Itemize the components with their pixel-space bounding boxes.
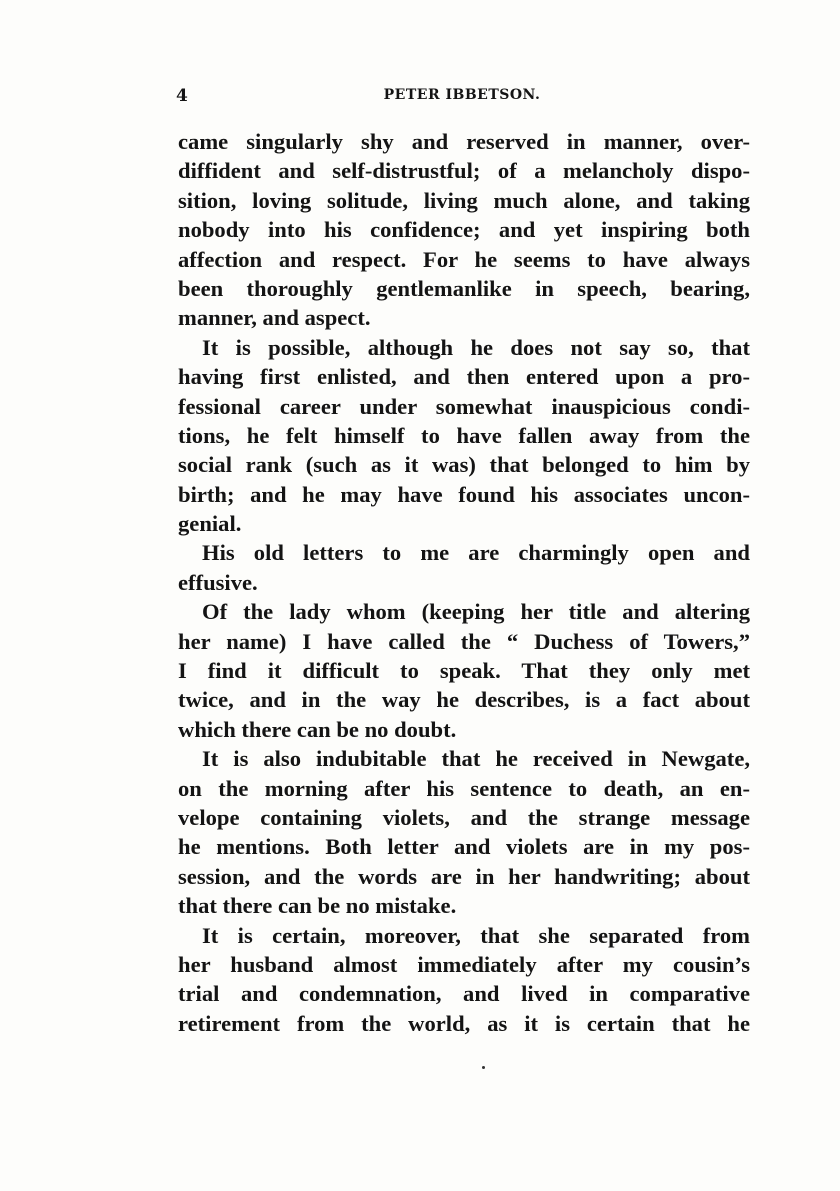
text-line: velope containing violets, and the strange message <box>178 804 750 830</box>
text-line: I find it difficult to speak. That they only met <box>178 658 750 684</box>
text-line: trial and condemnation, and lived in comparative <box>178 981 750 1007</box>
text-line: which there can be no doubt. <box>178 716 457 742</box>
text-line: sition, loving solitude, living much alone, and taking <box>178 187 750 213</box>
page-number: 4 <box>176 86 188 106</box>
text-line: retirement from the world, as it is certain that he <box>178 1010 750 1036</box>
text-line: that there can be no mistake. <box>178 893 457 919</box>
running-head <box>176 86 748 114</box>
paragraph <box>178 538 750 597</box>
text-line: genial. <box>178 511 242 537</box>
text-line: affection and respect. For he seems to have always <box>178 246 750 272</box>
text-line: manner, and aspect. <box>178 305 371 331</box>
text-line: It is certain, moreover, that she separated from <box>202 922 750 948</box>
text-line: It is possible, although he does not say so, that <box>202 334 750 360</box>
text-line: twice, and in the way he describes, is a fact about <box>178 687 750 713</box>
text-line: social rank (such as it was) that belonged to him by <box>178 452 750 478</box>
text-line: came singularly shy and reserved in manner, over- <box>178 129 750 154</box>
text-line: birth; and he may have found his associates uncon- <box>178 481 750 507</box>
text-line: Of the lady whom (keeping her title and altering <box>202 599 750 625</box>
text-line: her husband almost immediately after my cousin’s <box>178 951 750 977</box>
text-line: It is also indubitable that he received in Newgate, <box>202 746 750 772</box>
text-line: her name) I have called the “ Duchess of Towers,” <box>178 628 750 654</box>
paragraph <box>178 921 750 1039</box>
text-line: fessional career under somewhat inauspicious condi- <box>178 393 750 419</box>
text-line: His old letters to me are charmingly open and <box>202 540 750 566</box>
scan-speck <box>482 1066 485 1069</box>
text-line: he mentions. Both letter and violets are in my pos- <box>178 834 750 860</box>
paragraph <box>178 744 750 920</box>
paragraph <box>178 127 750 333</box>
running-title: PETER IBBETSON. <box>383 87 541 103</box>
text-line: having first enlisted, and then entered upon a pro- <box>178 364 750 390</box>
text-line: been thoroughly gentlemanlike in speech, bearing, <box>178 275 750 301</box>
text-line: session, and the words are in her handwriting; about <box>178 863 750 889</box>
text-line: tions, he felt himself to have fallen away from the <box>178 422 750 448</box>
text-line: effusive. <box>178 569 258 595</box>
text-line: diffident and self-distrustful; of a melancholy dispo- <box>178 158 750 184</box>
text-line: on the morning after his sentence to death, an en- <box>178 775 750 801</box>
text-line: nobody into his confidence; and yet inspiring both <box>178 217 750 243</box>
body-text <box>178 127 750 1038</box>
paragraph <box>178 333 750 539</box>
paragraph <box>178 597 750 744</box>
